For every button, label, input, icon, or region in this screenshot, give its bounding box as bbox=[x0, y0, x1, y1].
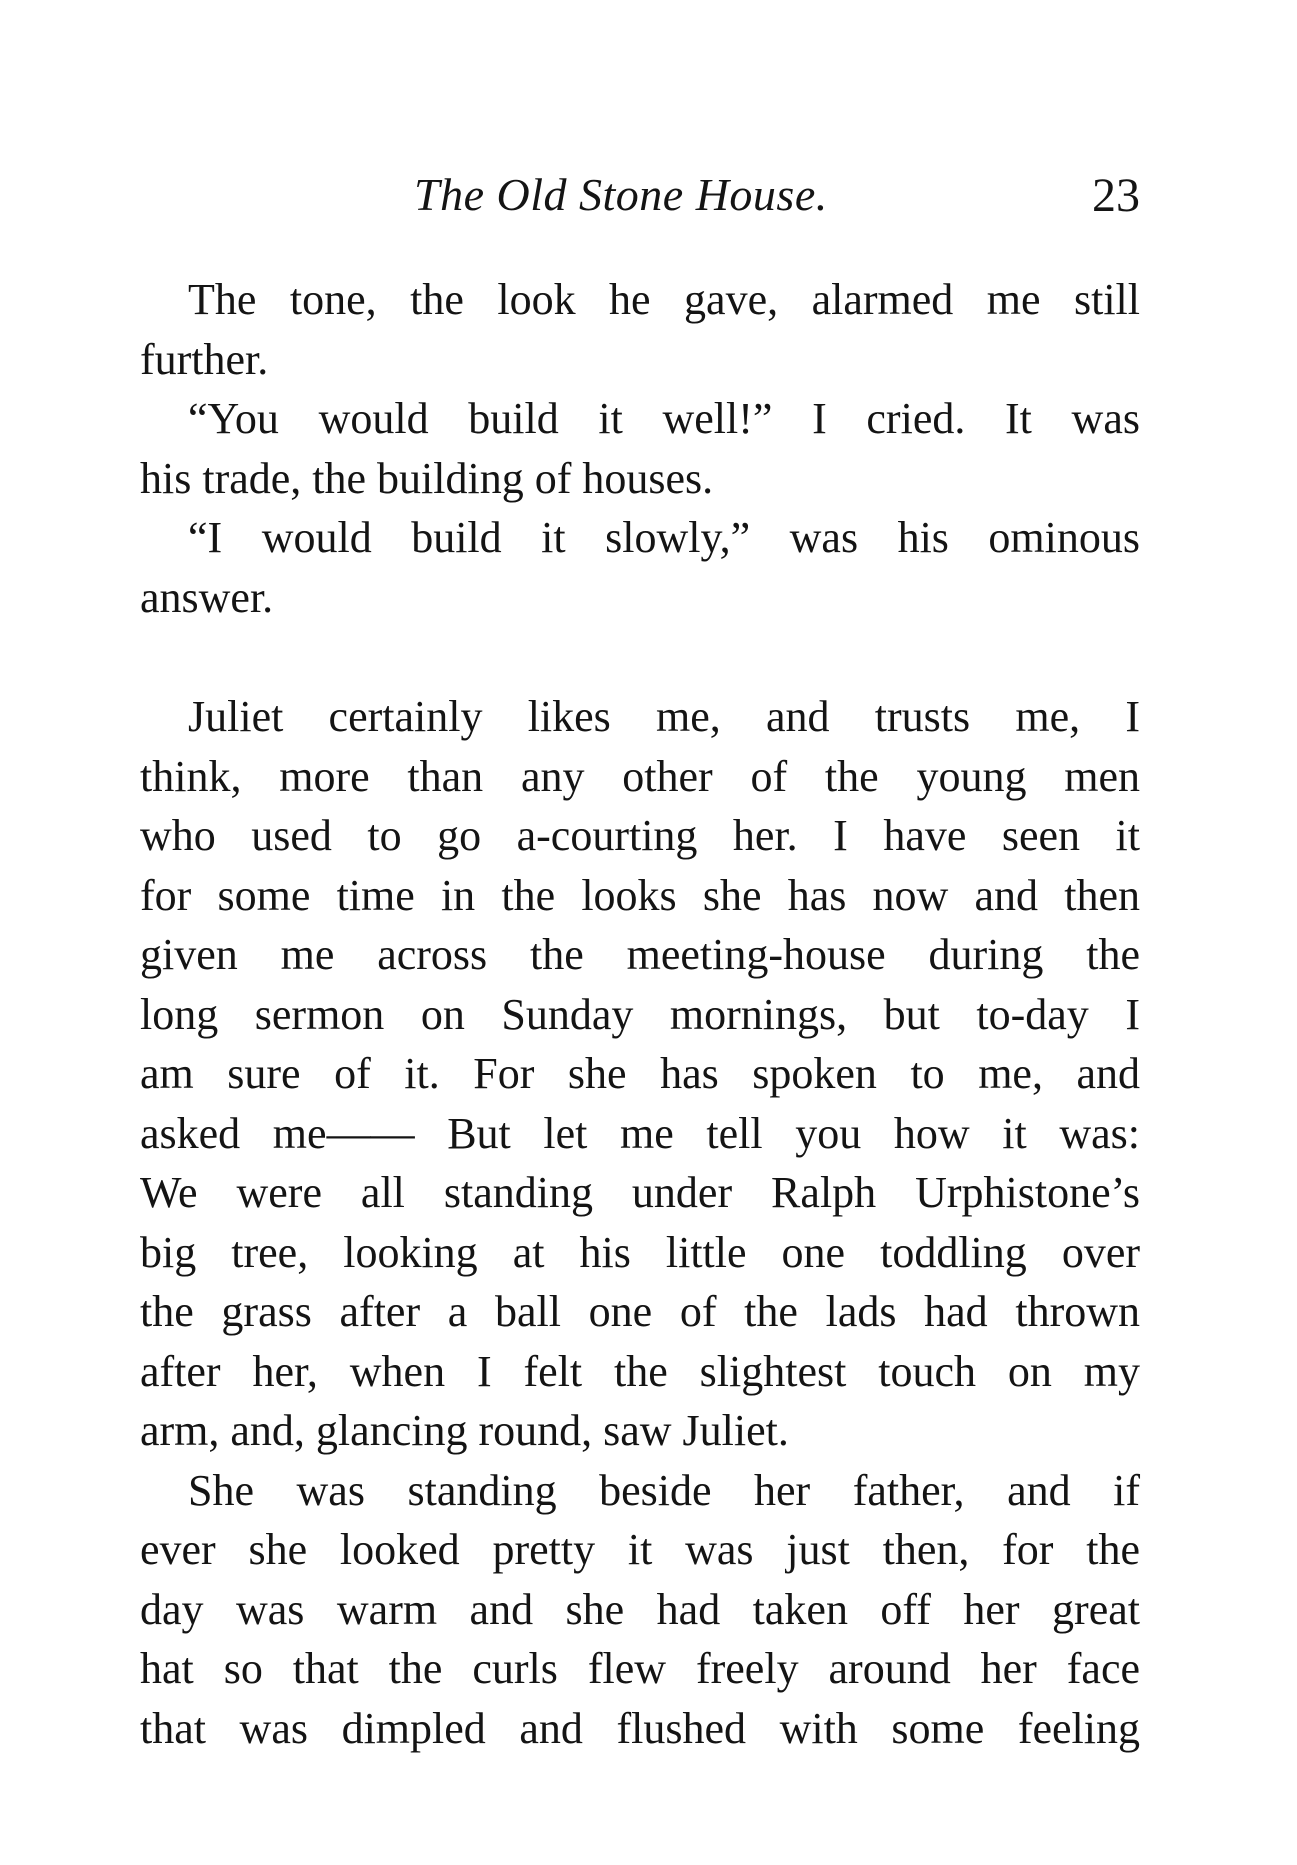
text-line: big tree, looking at his little one toddling over bbox=[140, 1227, 1140, 1277]
text-line: Juliet certainly likes me, and trusts me, I bbox=[188, 692, 1140, 741]
text-line: hat so that the curls flew freely around her face bbox=[140, 1644, 1140, 1693]
paragraph-3 bbox=[140, 508, 1140, 627]
text-line: the grass after a ball one of the lads had thrown bbox=[140, 1287, 1140, 1336]
text-line: answer. bbox=[140, 572, 274, 622]
page-number: 23 bbox=[1092, 169, 1140, 222]
text-line: She was standing beside her father, and if bbox=[188, 1465, 1140, 1515]
body-text bbox=[140, 270, 1140, 1758]
text-line: We were all standing under Ralph Urphistone’s bbox=[140, 1168, 1140, 1217]
text-line: for some time in the looks she has now and then bbox=[140, 870, 1140, 920]
text-line: ever she looked pretty it was just then, for the bbox=[140, 1525, 1140, 1574]
text-line: after her, when I felt the slightest touch on my bbox=[140, 1346, 1140, 1396]
paragraph-1 bbox=[140, 270, 1140, 389]
text-line: am sure of it. For she has spoken to me, and bbox=[140, 1049, 1140, 1098]
running-head bbox=[140, 168, 1140, 232]
paragraph-4 bbox=[140, 687, 1140, 1461]
text-line: “You would build it well!” I cried. It was bbox=[188, 394, 1140, 443]
section-break bbox=[140, 627, 1140, 687]
text-line: his trade, the building of houses. bbox=[140, 453, 714, 503]
text-line: given me across the meeting-house during the bbox=[140, 930, 1140, 979]
text-line: further. bbox=[140, 334, 269, 384]
text-line: asked me—— But let me tell you how it was: bbox=[140, 1108, 1140, 1158]
paragraph-5 bbox=[140, 1461, 1140, 1759]
paragraph-2 bbox=[140, 389, 1140, 508]
text-line: day was warm and she had taken off her great bbox=[140, 1584, 1140, 1634]
text-line: that was dimpled and flushed with some feeling bbox=[140, 1703, 1140, 1753]
text-line: long sermon on Sunday mornings, but to-day I bbox=[140, 989, 1140, 1039]
text-line: The tone, the look he gave, alarmed me still bbox=[188, 275, 1140, 324]
text-line: think, more than any other of the young men bbox=[140, 751, 1140, 801]
running-title: The Old Stone House. bbox=[414, 169, 828, 220]
text-line: “I would build it slowly,” was his ominous bbox=[188, 513, 1140, 562]
text-line: arm, and, glancing round, saw Juliet. bbox=[140, 1406, 789, 1455]
text-line: who used to go a-courting her. I have seen it bbox=[140, 811, 1140, 860]
